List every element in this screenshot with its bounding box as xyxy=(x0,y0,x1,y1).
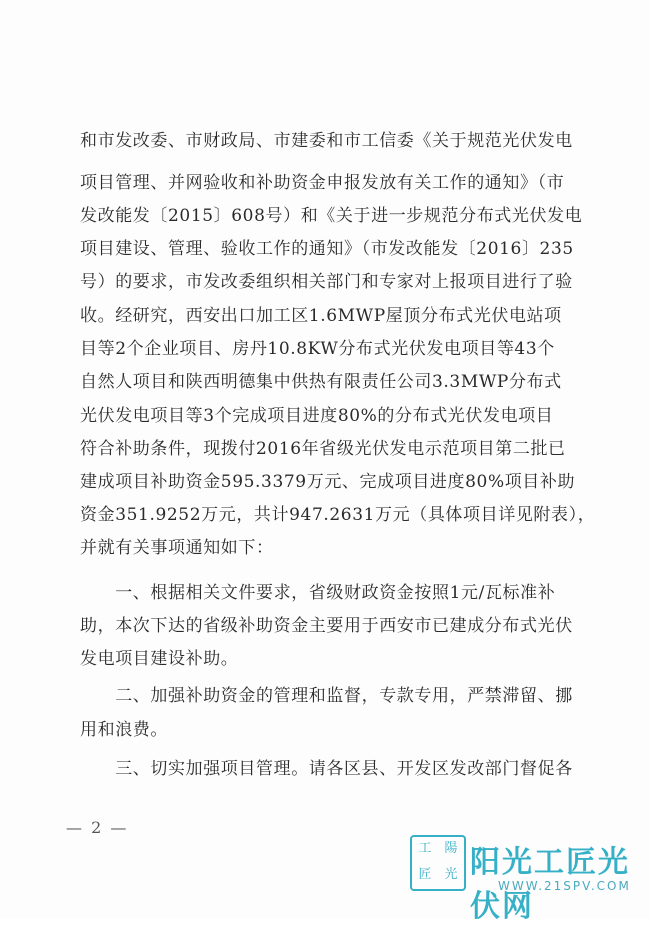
page-number: — 2 — xyxy=(66,818,129,837)
body-text-line: 资金351.9252万元，共计947.2631万元（具体项目详见附表）， xyxy=(80,505,596,525)
body-text-line: 发改能发〔2015〕608号）和《关于进一步规范分布式光伏发电 xyxy=(80,206,583,226)
body-text-line: 项目管理、并网验收和补助资金申报发放有关工作的通知》（市 xyxy=(80,173,565,193)
paragraph-2-line: 二、加强补助资金的管理和监督，专款专用，严禁滞留、挪 xyxy=(80,686,573,706)
body-text-line: 目等2个企业项目、房丹10.8KW分布式光伏发电项目等43个 xyxy=(80,339,555,359)
watermark-logo xyxy=(410,835,640,924)
body-text-line: 符合补助条件，现拨付2016年省级光伏发电示范项目第二批已 xyxy=(80,439,566,459)
seal-icon xyxy=(410,835,466,891)
paragraph-2-line: 用和浪费。 xyxy=(80,720,168,740)
seal-char: 光 xyxy=(444,867,458,882)
watermark-brand: 阳光工匠光伏网 xyxy=(470,845,630,924)
seal-char: 工 xyxy=(418,841,432,856)
body-text-line: 和市发改委、市财政局、市建委和市工信委《关于规范光伏发电 xyxy=(80,131,573,151)
watermark-url: WWW.21SPV.COM xyxy=(498,879,631,893)
paragraph-1-line: 助，本次下达的省级补助资金主要用于西安市已建成分布式光伏 xyxy=(80,616,573,636)
paragraph-1-line: 发电项目建设补助。 xyxy=(80,649,239,669)
paragraph-1-line: 一、根据相关文件要求，省级财政资金按照1元/瓦标准补 xyxy=(80,583,556,603)
body-text-line: 并就有关事项通知如下： xyxy=(80,538,274,558)
body-text-line: 光伏发电项目等3个完成项目进度80%的分布式光伏发电项目 xyxy=(80,406,554,426)
body-text-line: 号）的要求，市发改委组织相关部门和专家对上报项目进行了验 xyxy=(80,272,573,292)
body-text-line: 收。经研究，西安出口加工区1.6MWP屋顶分布式光伏电站项 xyxy=(80,306,562,326)
paragraph-3-line: 三、切实加强项目管理。请各区县、开发区发改部门督促各 xyxy=(80,759,573,779)
body-text-line: 项目建设、管理、验收工作的通知》（市发改能发〔2016〕235 xyxy=(80,239,574,259)
seal-char: 陽 xyxy=(444,841,458,856)
body-text-line: 建成项目补助资金595.3379万元、完成项目进度80%项目补助 xyxy=(80,472,576,492)
seal-char: 匠 xyxy=(418,867,432,882)
body-text-line: 自然人项目和陕西明德集中供热有限责任公司3.3MWP分布式 xyxy=(80,372,562,392)
